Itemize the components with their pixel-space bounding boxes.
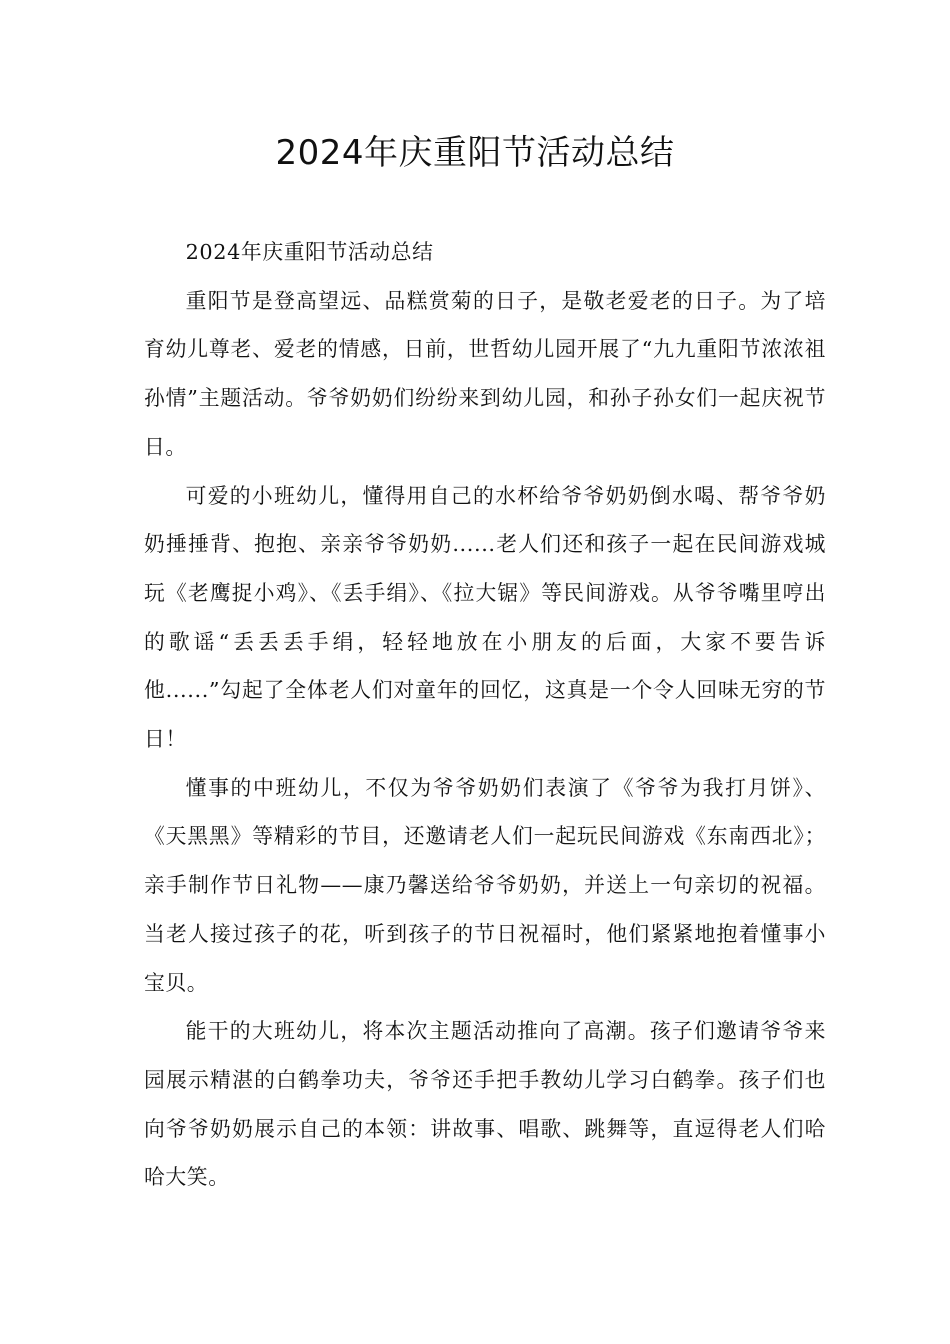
paragraph-heading: 2024年庆重阳节活动总结 <box>185 240 434 264</box>
document-title: 2024年庆重阳节活动总结 <box>275 133 675 173</box>
paragraph-big-class: 能干的大班幼儿，将本次主题活动推向了高潮。孩子们邀请爷爷来园展示精湛的白鹤拳功夫，爷爷还手把手教幼儿学习白鹤拳。孩子们也向爷爷奶奶展示自己的本领：讲故事、唱歌、跳舞等，直逗得老人们哈哈大笑。 <box>144 1019 826 1190</box>
paragraph-intro: 重阳节是登高望远、品糕赏菊的日子，是敬老爱老的日子。为了培育幼儿尊老、爱老的情感，日前，世哲幼儿园开展了“九九重阳节浓浓祖孙情”主题活动。爷爷奶奶们纷纷来到幼儿园，和孙子孙女们一起庆祝节日。 <box>144 288 826 459</box>
document-body <box>144 228 826 1202</box>
paragraph-middle-class: 懂事的中班幼儿，不仅为爷爷奶奶们表演了《爷爷为我打月饼》、《天黑黑》等精彩的节目，还邀请老人们一起玩民间游戏《东南西北》；亲手制作节日礼物——康乃馨送给爷爷奶奶，并送上一句亲切的祝福。当老人接过孩子的花，听到孩子的节日祝福时，他们紧紧地抱着懂事小宝贝。 <box>144 775 826 995</box>
paragraph-small-class: 可爱的小班幼儿，懂得用自己的水杯给爷爷奶奶倒水喝、帮爷爷奶奶捶捶背、抱抱、亲亲爷爷奶奶......老人们还和孩子一起在民间游戏城玩《老鹰捉小鸡》、《丢手绢》、《拉大锯》等民间游戏。从爷爷嘴里哼出的歌谣“丢丢丢手绢，轻轻地放在小朋友的后面，大家不要告诉他......”勾起了全体老人们对童年的回忆，这真是一个令人回味无穷的节日！ <box>144 483 826 752</box>
